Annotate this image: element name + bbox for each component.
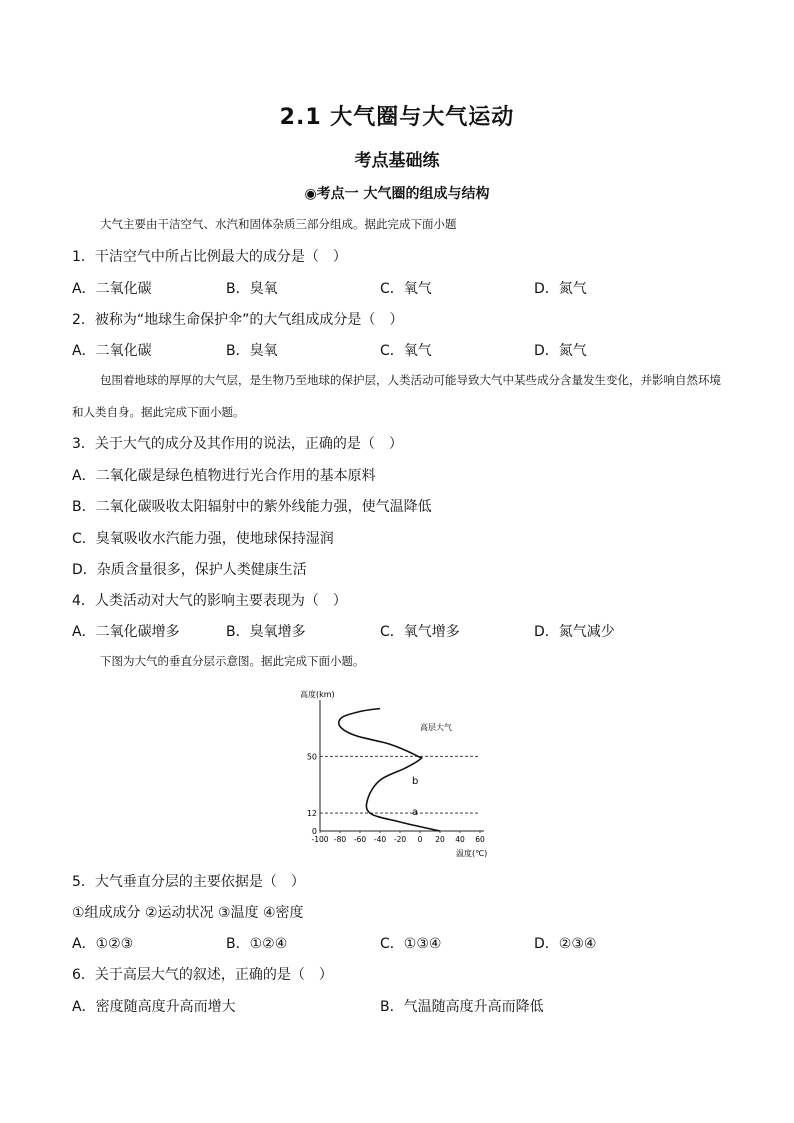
question-4-option-a: A．二氧化碳增多 — [72, 624, 180, 640]
question-2-option-a: A．二氧化碳 — [72, 343, 152, 359]
question-3-option-c: C．臭氧吸收水汽能力强，使地球保持湿润 — [72, 531, 334, 547]
intro-paragraph-2: 包围着地球的厚厚的大气层，是生物乃至地球的保护层，人类活动可能导致大气中某些成分含量发生变化，并影响自然环境和人类自身。据此完成下面小题。 — [72, 373, 721, 419]
question-5-option-b: B．①②④ — [226, 936, 288, 952]
question-5-stem: 5．大气垂直分层的主要依据是（ ） — [72, 874, 305, 890]
page-title: 2.1 大气圈与大气运动 — [279, 105, 515, 130]
layer-label-upper: 高层大气 — [420, 723, 452, 732]
question-1-option-d: D．氮气 — [534, 281, 587, 297]
question-2-stem: 2．被称为“地球生命保护伞”的大气组成成分是（ ） — [72, 312, 404, 328]
y-tick-label: 12 — [306, 809, 317, 819]
x-tick-label: 40 — [455, 835, 465, 844]
x-tick-label: -60 — [353, 835, 367, 844]
question-1-stem: 1．干洁空气中所占比例最大的成分是（ ） — [72, 249, 347, 265]
layer-label-a: a — [412, 807, 419, 818]
y-tick-label: 0 — [311, 827, 317, 836]
question-3-stem: 3．关于大气的成分及其作用的说法，正确的是（ ） — [72, 436, 403, 452]
page-subtitle: 考点基础练 — [354, 151, 440, 171]
question-6-option-b: B．气温随高度升高而降低 — [380, 999, 544, 1015]
x-tick-label: -20 — [393, 835, 407, 844]
question-5-option-c: C．①③④ — [380, 936, 442, 952]
question-1-option-a: A．二氧化碳 — [72, 281, 152, 297]
atmosphere-layer-chart — [300, 686, 500, 861]
intro-paragraph-3: 下图为大气的垂直分层示意图。据此完成下面小题。 — [100, 654, 365, 668]
x-tick-label: 20 — [435, 835, 445, 844]
question-5-option-a: A．①②③ — [72, 936, 134, 952]
y-axis-label: 高度(km) — [300, 690, 335, 699]
question-2-option-c: C．氧气 — [380, 343, 432, 359]
question-4-stem: 4．人类活动对大气的影响主要表现为（ ） — [72, 593, 347, 609]
section-heading: ◉考点一 大气圈的组成与结构 — [304, 186, 490, 202]
x-tick-label: 60 — [475, 835, 485, 844]
question-3-option-a: A．二氧化碳是绿色植物进行光合作用的基本原料 — [72, 468, 376, 484]
question-4-option-b: B．臭氧增多 — [226, 624, 306, 640]
y-tick-label: 50 — [306, 752, 317, 762]
question-1-option-c: C．氧气 — [380, 281, 432, 297]
question-6-option-a: A．密度随高度升高而增大 — [72, 999, 236, 1015]
question-3-option-b: B．二氧化碳吸收太阳辐射中的紫外线能力强，使气温降低 — [72, 499, 432, 515]
question-1-option-b: B．臭氧 — [226, 281, 278, 297]
question-2-option-d: D．氮气 — [534, 343, 587, 359]
question-2-option-b: B．臭氧 — [226, 343, 278, 359]
layer-label-b: b — [412, 776, 419, 787]
x-tick-label: -40 — [373, 835, 387, 844]
x-tick-label: -80 — [333, 835, 347, 844]
question-4-option-d: D．氮气减少 — [534, 624, 615, 640]
x-axis-label: 温度(℃) — [456, 849, 488, 858]
question-4-option-c: C．氧气增多 — [380, 624, 460, 640]
question-5-choices: ①组成成分 ②运动状况 ③温度 ④密度 — [72, 905, 304, 921]
question-5-option-d: D．②③④ — [534, 936, 597, 952]
question-3-option-d: D．杂质含量很多，保护人类健康生活 — [72, 562, 307, 578]
x-tick-label: 0 — [417, 835, 423, 844]
intro-paragraph-1: 大气主要由干洁空气、水汽和固体杂质三部分组成。据此完成下面小题 — [100, 217, 457, 231]
question-6-stem: 6．关于高层大气的叙述，正确的是（ ） — [72, 967, 333, 983]
x-tick-label: -100 — [311, 835, 329, 844]
